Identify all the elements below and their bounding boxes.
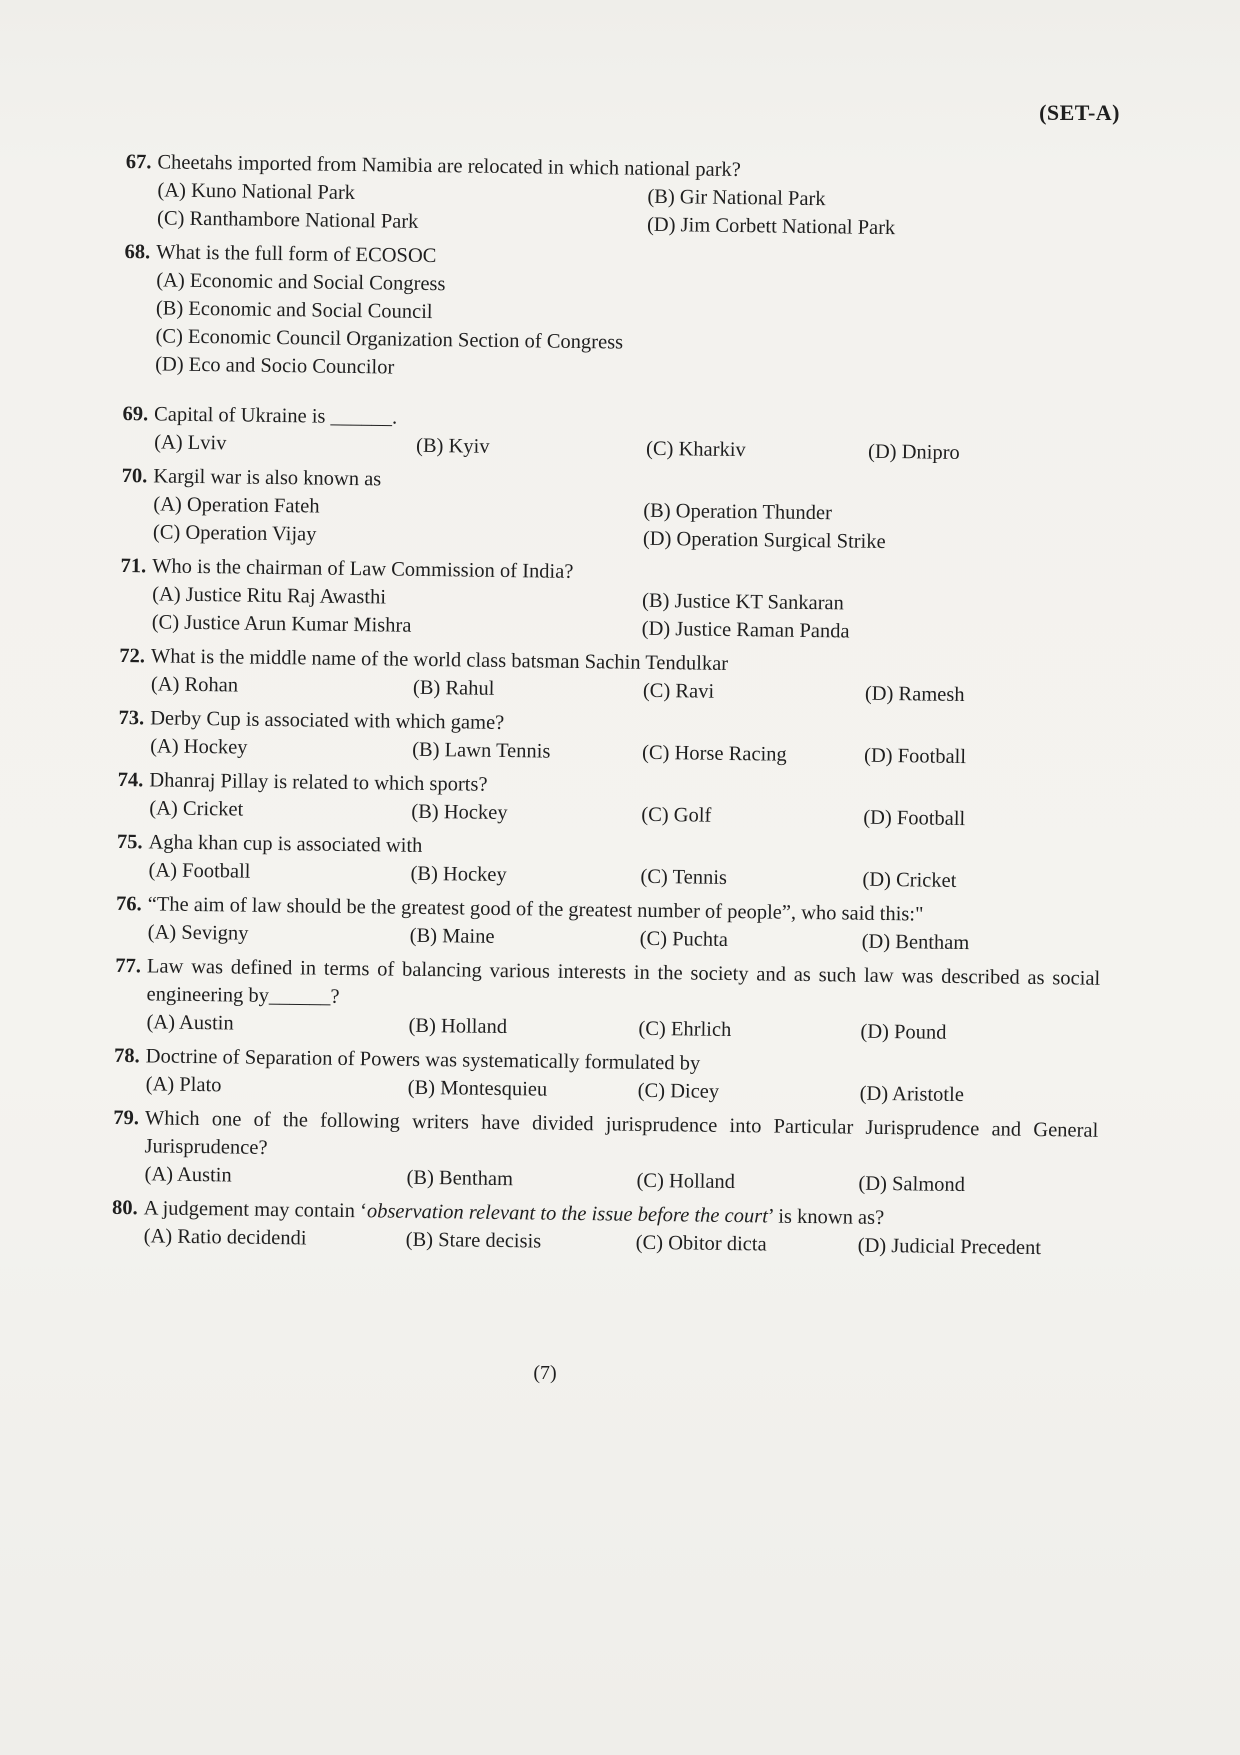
option-b: (B) Holland xyxy=(408,1014,508,1039)
option-d: (D) Dnipro xyxy=(867,440,960,464)
question-72 xyxy=(119,642,1105,711)
option-d: (D) Pound xyxy=(860,1020,947,1044)
option-c: (C) Ehrlich xyxy=(638,1017,732,1041)
option-b: (B) Hockey xyxy=(410,862,507,887)
option-b: (B) Economic and Social Council xyxy=(155,297,433,324)
question-text: What is the middle name of the world class batsman Sachin Tendulkar xyxy=(150,645,729,675)
option-c: (C) Ranthambore National Park xyxy=(156,207,419,233)
question-76 xyxy=(116,890,1102,959)
option-a: (A) Economic and Social Congress xyxy=(156,269,446,296)
question-text: “The aim of law should be the greatest good of the greatest number of people”, who said this:" xyxy=(147,893,924,926)
option-d: (D) Football xyxy=(863,744,967,769)
option-b: (B) Rahul xyxy=(412,676,495,700)
option-b: (B) Gir National Park xyxy=(647,185,826,211)
option-a: (A) Justice Ritu Raj Awasthi xyxy=(152,583,387,609)
option-c: (C) Golf xyxy=(641,803,712,827)
question-text: Law was defined in terms of balancing various interests in the society and as such law was described as social engineering by______? xyxy=(146,955,1101,1008)
question-77 xyxy=(114,952,1100,1049)
option-a: (A) Football xyxy=(148,859,251,883)
question-number: 73. xyxy=(118,706,145,730)
option-c: (C) Dicey xyxy=(637,1079,720,1103)
question-text-start: A judgement may contain ‘ xyxy=(143,1197,368,1223)
question-68 xyxy=(123,238,1110,391)
option-b: (B) Montesquieu xyxy=(407,1076,548,1101)
question-list xyxy=(111,148,1110,1269)
option-a: (A) Cricket xyxy=(149,797,244,821)
question-text: Capital of Ukraine is ______. xyxy=(153,403,398,429)
question-text: What is the full form of ECOSOC xyxy=(156,241,437,268)
option-c: (C) Horse Racing xyxy=(641,741,787,766)
option-b: (B) Stare decisis xyxy=(405,1228,542,1253)
option-d: (D) Cricket xyxy=(862,868,957,892)
option-d: (D) Football xyxy=(863,806,966,831)
question-text: Kargil war is also known as xyxy=(153,465,382,491)
question-text: Doctrine of Separation of Powers was systematically formulated by xyxy=(145,1045,701,1075)
option-d: (D) Bentham xyxy=(861,930,970,955)
question-number: 77. xyxy=(115,954,142,978)
question-69 xyxy=(122,400,1108,469)
question-79 xyxy=(112,1104,1098,1201)
option-b: (B) Lawn Tennis xyxy=(412,738,551,763)
option-d: (D) Ramesh xyxy=(864,682,965,707)
option-a: (A) Austin xyxy=(146,1011,234,1035)
option-d: (D) Justice Raman Panda xyxy=(641,617,850,643)
option-a: (A) Rohan xyxy=(150,673,239,697)
question-number: 80. xyxy=(111,1196,138,1220)
question-number: 76. xyxy=(115,892,142,916)
option-b: (B) Maine xyxy=(409,924,495,948)
question-text: Derby Cup is associated with which game? xyxy=(150,707,505,734)
option-d: (D) Operation Surgical Strike xyxy=(642,527,886,553)
option-b: (B) Bentham xyxy=(406,1166,514,1191)
option-a: (A) Hockey xyxy=(150,735,248,759)
option-c: (C) Obitor dicta xyxy=(635,1231,767,1256)
question-text: Agha khan cup is associated with xyxy=(148,831,423,857)
question-text: Who is the chairman of Law Commission of India? xyxy=(152,555,574,583)
option-c: (C) Economic Council Organization Section of Congress xyxy=(155,325,624,354)
option-d: (D) Eco and Socio Councilor xyxy=(155,353,395,379)
option-a: (A) Operation Fateh xyxy=(153,493,320,518)
question-number: 72. xyxy=(119,644,146,668)
question-number: 79. xyxy=(113,1106,140,1130)
option-a: (A) Austin xyxy=(144,1163,232,1187)
question-text: Which one of the following writers have divided jurisprudence into Particular Jurisprudence and General Jurisprudence? xyxy=(144,1107,1099,1159)
question-70 xyxy=(121,462,1107,559)
question-number: 74. xyxy=(117,768,144,792)
question-text: Dhanraj Pillay is related to which sports? xyxy=(149,769,488,796)
option-c: (C) Operation Vijay xyxy=(152,521,317,546)
option-b: (B) Hockey xyxy=(411,800,508,825)
option-d: (D) Jim Corbett National Park xyxy=(646,213,896,240)
set-label: (SET-A) xyxy=(1039,100,1120,125)
option-d: (D) Aristotle xyxy=(859,1082,965,1107)
question-75 xyxy=(116,828,1102,897)
question-number: 67. xyxy=(125,150,152,174)
option-b: (B) Justice KT Sankaran xyxy=(641,589,844,615)
question-number: 69. xyxy=(122,402,149,426)
question-text: Cheetahs imported from Namibia are relocated in which national park? xyxy=(157,151,742,182)
question-number: 78. xyxy=(113,1044,140,1068)
option-d: (D) Judicial Precedent xyxy=(857,1234,1042,1260)
option-b: (B) Operation Thunder xyxy=(643,499,833,525)
option-a: (A) Lviv xyxy=(154,431,227,455)
option-b: (B) Kyiv xyxy=(415,434,490,458)
question-71 xyxy=(120,552,1106,649)
option-c: (C) Tennis xyxy=(640,865,728,889)
question-73 xyxy=(118,704,1104,773)
page-number: (7) xyxy=(533,1362,557,1384)
question-number: 75. xyxy=(116,830,143,854)
question-74 xyxy=(117,766,1103,835)
option-a: (A) Kuno National Park xyxy=(157,179,356,205)
option-a: (A) Ratio decidendi xyxy=(143,1225,307,1250)
question-text-italic: observation relevant to the issue before the court xyxy=(366,1200,769,1228)
option-a: (A) Sevigny xyxy=(147,921,249,945)
question-number: 70. xyxy=(121,464,148,488)
option-c: (C) Puchta xyxy=(639,927,729,951)
option-c: (C) Kharkiv xyxy=(645,437,746,462)
question-number: 71. xyxy=(120,554,147,578)
option-c: (C) Holland xyxy=(636,1169,736,1194)
question-text-end: ’ is known as? xyxy=(767,1205,885,1230)
option-d: (D) Salmond xyxy=(858,1172,966,1197)
option-c: (C) Ravi xyxy=(642,679,715,703)
question-80 xyxy=(112,1194,1098,1263)
question-67 xyxy=(125,148,1111,245)
option-a: (A) Plato xyxy=(145,1073,222,1097)
option-c: (C) Justice Arun Kumar Mishra xyxy=(151,611,412,637)
question-78 xyxy=(114,1042,1100,1111)
question-number: 68. xyxy=(124,240,151,264)
